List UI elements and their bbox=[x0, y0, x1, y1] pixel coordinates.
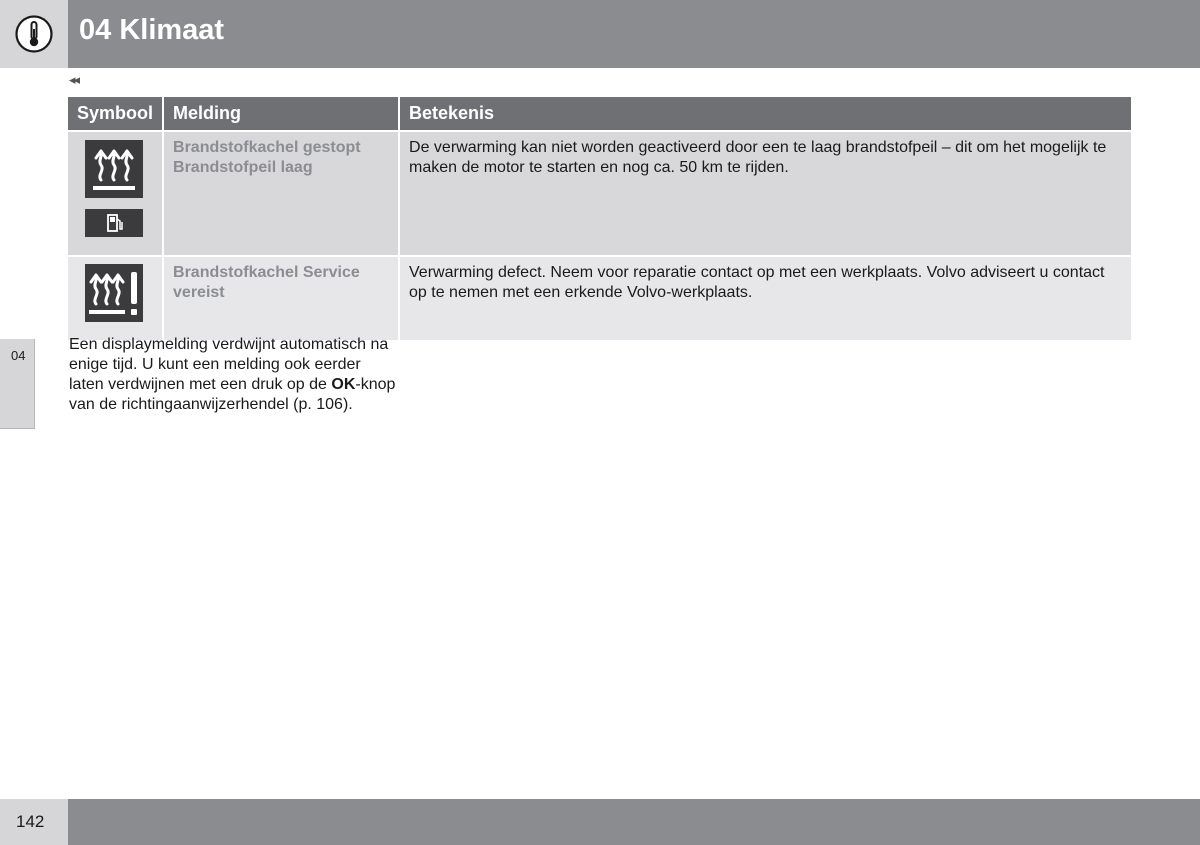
meaning-cell: De verwarming kan niet worden geactiveerd door een te laag brandstofpeil – dit om het mogelijk te maken de motor te starten en nog ca. 50 km te rijden. bbox=[400, 130, 1131, 255]
page-title: 04 Klimaat bbox=[79, 14, 225, 46]
message-text: Brandstofkachel Service vereist bbox=[173, 264, 360, 301]
column-header-symbool: Symbool bbox=[68, 97, 164, 130]
footer-bar bbox=[68, 799, 1200, 845]
message-cell bbox=[164, 130, 400, 255]
paragraph-text: Een displaymelding verdwijnt automatisch na enige tijd. U kunt een melding ook eerder laten verdwijnen met een druk op de bbox=[69, 336, 389, 393]
message-table bbox=[68, 97, 1131, 340]
fuel-pump-icon bbox=[85, 209, 143, 237]
meaning-cell: Verwarming defect. Neem voor reparatie contact op met een werkplaats. Volvo adviseert u contact op te nemen met een erkende Volvo-werkplaats. bbox=[400, 255, 1131, 340]
message-cell bbox=[164, 255, 400, 340]
message-text: Brandstofkachel gestopt bbox=[173, 139, 361, 156]
table-header-row bbox=[68, 97, 1131, 130]
chapter-tab[interactable] bbox=[0, 339, 35, 429]
heater-icon bbox=[85, 140, 143, 198]
message-text: Brandstofpeil laag bbox=[173, 159, 313, 176]
ok-button-label: OK bbox=[331, 376, 356, 393]
header-bar bbox=[68, 0, 1200, 68]
chapter-tab-label: 04 bbox=[11, 348, 26, 363]
table-row bbox=[68, 130, 1131, 255]
heater-warning-icon bbox=[85, 264, 143, 322]
symbol-cell bbox=[68, 255, 164, 340]
info-paragraph bbox=[69, 335, 399, 415]
column-header-melding: Melding bbox=[164, 97, 400, 130]
paragraph-text: -knop van de richtingaanwijzerhendel (p. 106). bbox=[69, 376, 396, 413]
table-row bbox=[68, 255, 1131, 340]
page-number-box bbox=[0, 799, 68, 845]
header-icon-box bbox=[0, 0, 68, 68]
page-number: 142 bbox=[16, 812, 45, 831]
thermometer-icon bbox=[15, 15, 53, 53]
previous-page-link[interactable]: ◂◂ bbox=[69, 72, 79, 87]
column-header-betekenis: Betekenis bbox=[400, 97, 1131, 130]
symbol-cell bbox=[68, 130, 164, 255]
